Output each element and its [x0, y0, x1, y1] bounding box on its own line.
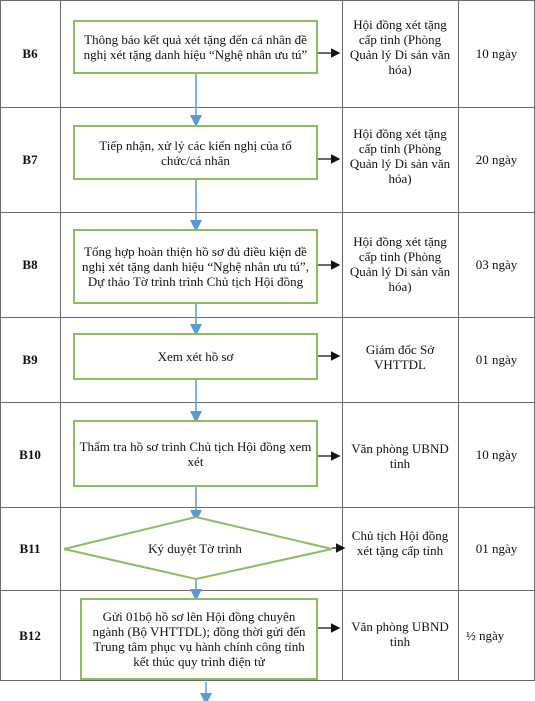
duration: 03 ngày: [475, 257, 518, 272]
duration: 01 ngày: [475, 541, 518, 556]
step-label: B6: [22, 46, 38, 61]
responsible-unit: Văn phòng UBND tỉnh: [351, 441, 449, 471]
duration: 10 ngày: [475, 46, 518, 61]
step-label: B7: [22, 152, 38, 167]
responsible-unit: Chủ tịch Hội đồng xét tặng cấp tỉnh: [351, 528, 449, 558]
step-label: B12: [19, 627, 41, 643]
responsible-unit: Văn phòng UBND tỉnh: [351, 619, 449, 649]
responsible-unit: Giám đốc Sở VHTTDL: [365, 342, 435, 372]
step-label: B11: [19, 541, 41, 556]
step-label: B8: [22, 257, 38, 272]
responsible-unit: Hội đồng xét tặng cấp tỉnh (Phòng Quản lý Di sản văn hóa): [349, 126, 451, 186]
step-label: B10: [19, 447, 41, 462]
step-label: B9: [22, 352, 38, 367]
process-box: Tổng hợp hoàn thiện hồ sơ đủ điều kiện đề nghị xét tặng danh hiệu “Nghệ nhân ưu tú”, Dự thảo Tờ trình trình Chủ tịch Hội đồng: [73, 229, 318, 304]
process-box: Gửi 01bộ hồ sơ lên Hội đồng chuyên ngành (Bộ VHTTDL); đồng thời gửi đến Trung tâm phục vụ hành chính công tỉnh kết thúc quy trình điện tử: [80, 598, 318, 680]
process-box: Tiếp nhận, xử lý các kiến nghị của tổ chức/cá nhân: [73, 125, 318, 180]
responsible-unit: Hội đồng xét tặng cấp tỉnh (Phòng Quản lý Di sản văn hóa): [349, 17, 451, 77]
duration: 10 ngày: [475, 447, 518, 462]
duration: ½ ngày: [466, 627, 505, 643]
process-box: Thẩm tra hồ sơ trình Chủ tịch Hội đồng xem xét: [73, 420, 318, 487]
responsible-unit: Hội đồng xét tặng cấp tỉnh (Phòng Quản lý Di sản văn hóa): [349, 234, 451, 294]
process-box: Xem xét hồ sơ: [73, 333, 318, 380]
duration: 01 ngày: [475, 352, 518, 367]
process-box: Thông báo kết quả xét tặng đến cá nhân đề nghị xét tặng danh hiệu “Nghệ nhân ưu tú”: [73, 20, 318, 74]
duration: 20 ngày: [475, 152, 518, 167]
decision-text: Ký duyệt Tờ trình: [148, 541, 242, 556]
